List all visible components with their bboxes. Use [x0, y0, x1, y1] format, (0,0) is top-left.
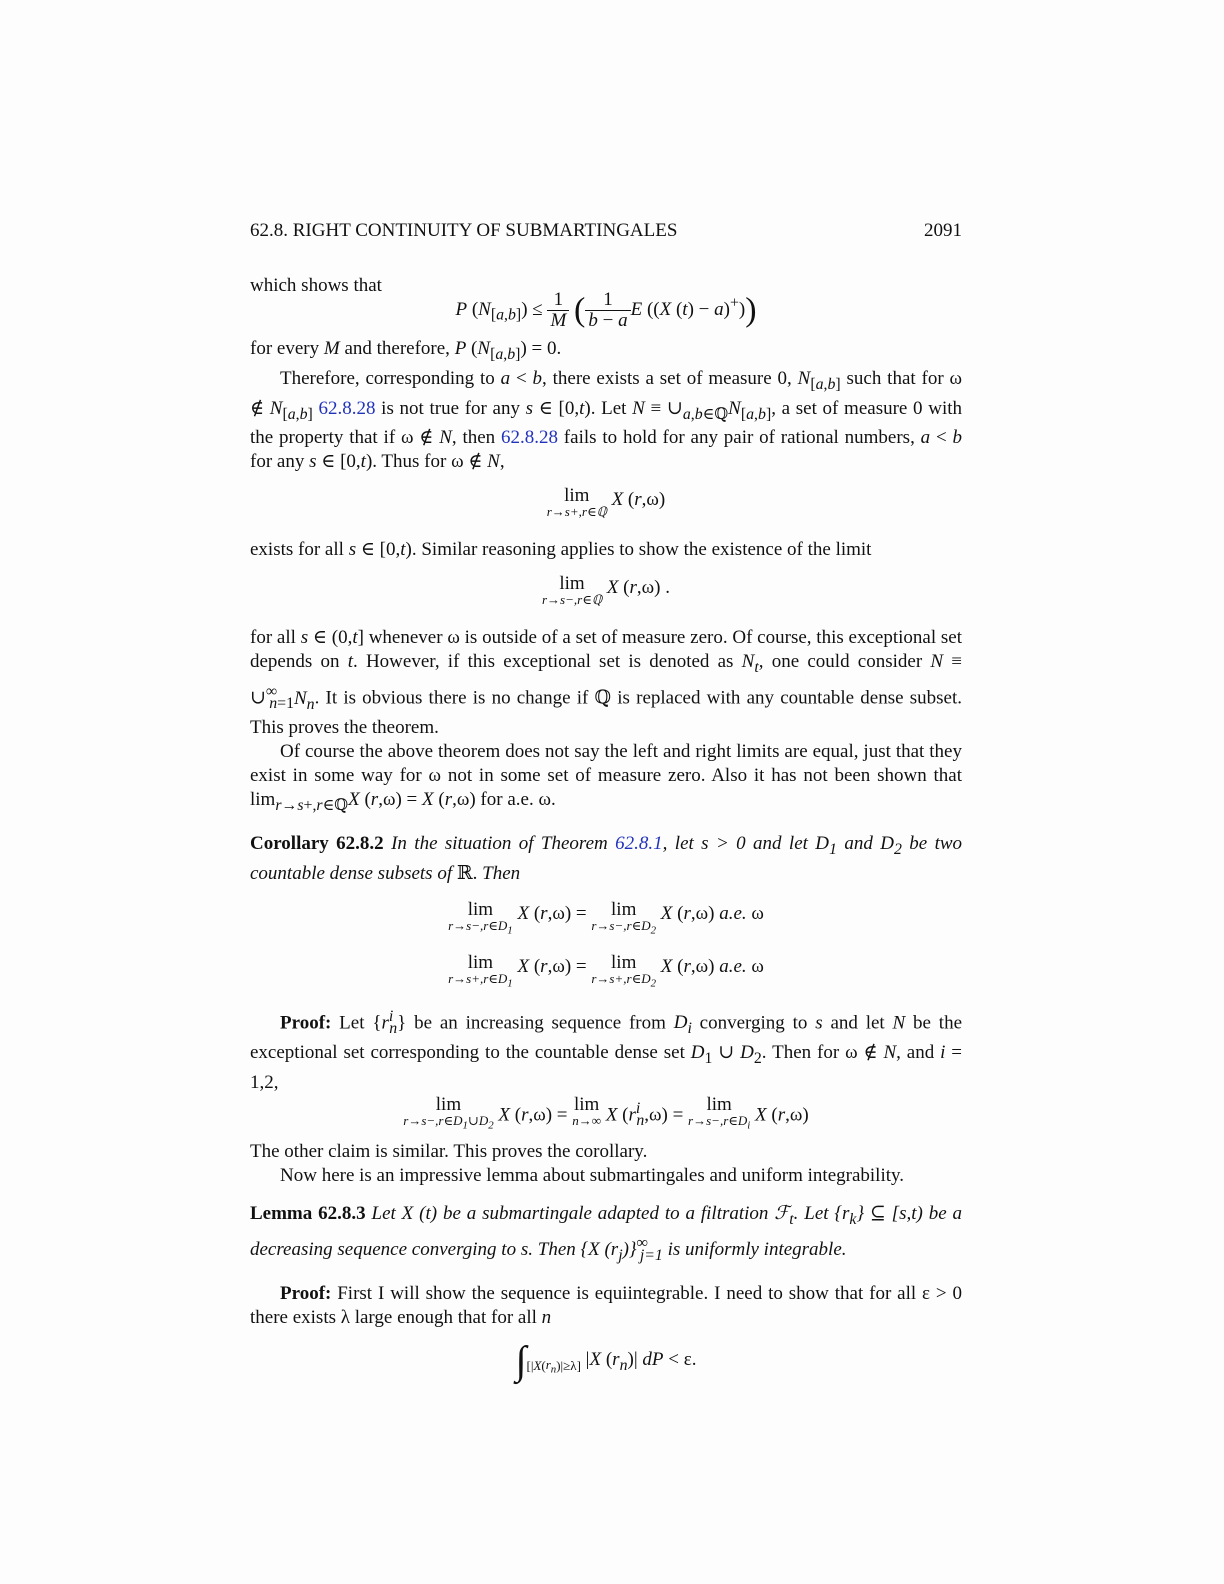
paragraph-3: Therefore, corresponding to a < b, there exists a set of measure 0, $N_{[a,b]}$ such that for ω ∉ $N_{[a,b]}$ 62.8.28 is not true for any s ∈ [0,t). Let $N \equiv \cup_{a,b\in ℚ}N_{[a,b]}$, a set of measure 0 with the property that if ω ∉ N, then 62.8.28 fails to hold for any pair of rational numbers, a < b for any s ∈ [0,t). Thus for ω ∉ N,	[250, 367, 963, 473]
section-title: 62.8. RIGHT CONTINUITY OF SUBMARTINGALES	[250, 220, 678, 241]
paragraph-6: Of course the above theorem does not say the left and right limits are equal, just that they exist in some way for ω not in some set of measure zero. Also it has not been shown that $\lim_{r\to s+,r\in ℚ}X$ (r,ω) = X (r,ω) for a.e. ω.	[250, 741, 962, 815]
paragraph-8: Now here is an impressive lemma about submartingales and uniform integrability.	[280, 1164, 905, 1186]
paragraph-intro: which shows that	[250, 275, 382, 296]
equation-7: $\int_{[|X(r_n)|\ge\lambda]}$ |X $(r_n)|$ dP < ε.	[515, 1337, 697, 1383]
paragraph-4: exists for all s ∈ [0,t). Similar reasoning applies to show the existence of the limit	[250, 539, 872, 561]
paragraph-2: for every M and therefore, P $(N_{[a,b]}) = 0$.	[250, 338, 562, 363]
equation-3: lim r→s−,r∈ℚ X (r,ω) .	[542, 573, 670, 608]
proof-corollary: Proof: Let $\{r^i_n\}$ be an increasing sequence from $D_i$ converging to s and let N be the exceptional set corresponding to the countable dense set $D_1$ ∪ $D_2$. Then for ω ∉ N, and i = 1,2,	[250, 1008, 963, 1094]
body-text	[250, 274, 962, 1400]
ref-link: 62.8.28	[318, 397, 376, 419]
page-number: 2091	[924, 220, 962, 241]
paragraph-5: for all s ∈ (0,t] whenever ω is outside of a set of measure zero. Of course, this exceptional set depends on t. However, if this exceptional set is denoted as $N_t$, one could consider $N \equiv \cup^\infty_{n=1}N_n$. It is obvious there is no change if ℚ is replaced with any countable dense subset. This proves the theorem.	[250, 627, 963, 739]
paragraph-7: The other claim is similar. This proves the corollary.	[250, 1140, 648, 1162]
equation-6: lim $r\to s-,r\in D_1\cup D_2$ X (r,ω) = lim n→∞ X $(r^i_n,\omega) = \lim$ $r\to s-,r\in D_i$ X (r,ω)	[403, 1094, 809, 1132]
equation-1: P $(N_{[a,b]})$ ≤ $\frac{1}{M}$ ( $\frac{1}{b - a}$ E ((X (t) − a)+))	[455, 289, 757, 331]
equation-2: lim r→s+,r∈ℚ X (r,ω)	[546, 485, 666, 520]
proof-lemma: Proof: First I will show the sequence is equiintegrable. I need to show that for all ε > 0 there exists λ large enough that for all n	[250, 1282, 962, 1328]
equation-5: lim $r\to s+,r\in D_1$ X (r,ω) = lim $r\to s+,r\in D_2$ X (r,ω) a.e. ω	[448, 951, 764, 990]
lemma-62-8-3: Lemma 62.8.3 Let X (t) be a submartingale adapted to a filtration ℱ$_t$. Let $\{r_k\}$ ⊆ [s,t) be a decreasing sequence converging to s. Then {X $(r_j)\}^\infty_{j=1}$ is uniformly integrable.	[250, 1202, 963, 1264]
equation-4: lim $r\to s-,r\in D_1$ X (r,ω) = lim $r\to s-,r\in D_2$ X (r,ω) a.e. ω	[448, 898, 764, 937]
corollary-62-8-2: Corollary 62.8.2 In the situation of Theorem 62.8.1, let s > 0 and let $D_1$ and $D_2$ be two countable dense subsets of ℝ. Then	[250, 833, 963, 884]
